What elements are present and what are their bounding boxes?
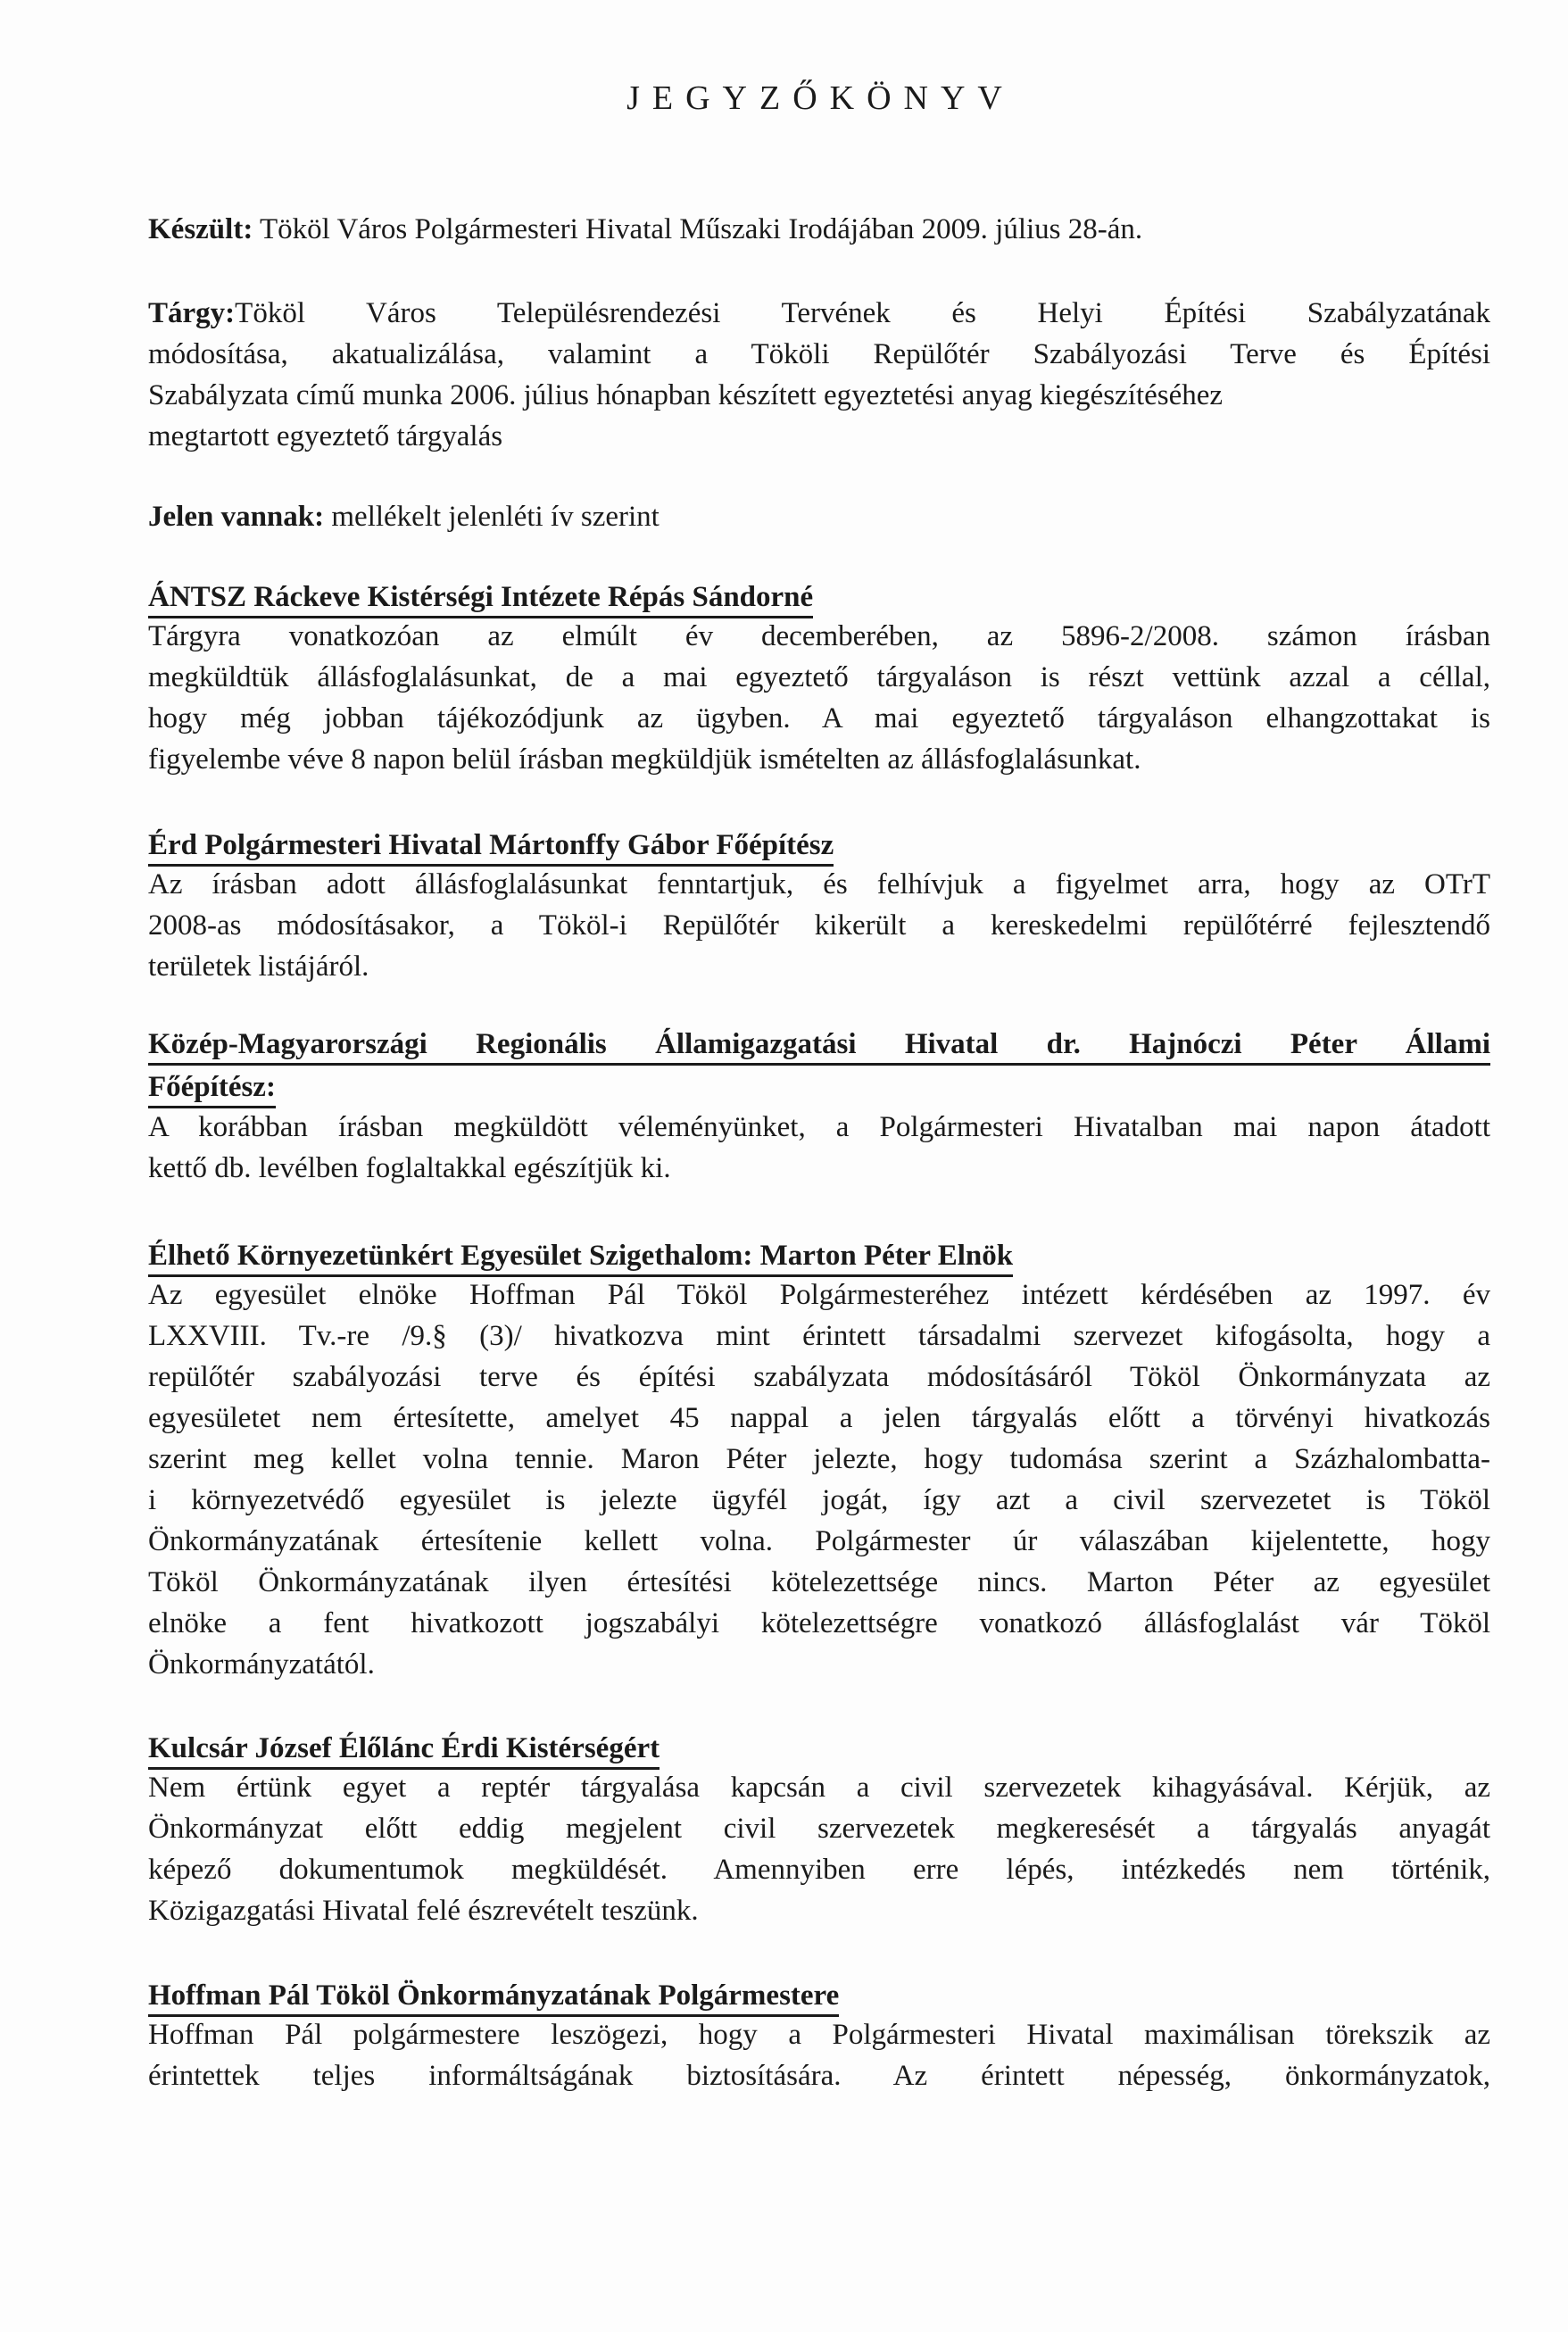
section-line: Önkormányzatától.	[148, 1648, 375, 1681]
section-line: Önkormányzatának értesítenie kellett volna. Polgármester úr válaszában kijelentette, hogy	[148, 1525, 1490, 1557]
section-hoffman-pal	[148, 1975, 1490, 2096]
section-kozep-magyarorszagi	[148, 1027, 1490, 1189]
subject-block	[148, 293, 1490, 457]
section-heading-continued: Főépítész:	[148, 1070, 276, 1108]
subject-line: Szabályzata című munka 2006. július hónapban készített egyeztetési anyag kiegészítéséhez	[148, 379, 1224, 411]
section-line: figyelembe véve 8 napon belül írásban megküldjük ismételten az állásfoglalásunkat.	[148, 743, 1141, 776]
section-line: repülőtér szabályozási terve és építési szabályzata módosításáról Tököl Önkormányzata az	[148, 1361, 1490, 1393]
section-line: megküldtük állásfoglalásunkat, de a mai egyeztető tárgyaláson is részt vettünk azzal a céllal,	[148, 661, 1490, 693]
section-heading: Kulcsár József Élőlánc Érdi Kistérségért	[148, 1731, 660, 1770]
section-elheto-kornyezetunkert	[148, 1235, 1490, 1685]
prepared-text: Tököl Város Polgármesteri Hivatal Műszaki Irodájában 2009. július 28-án.	[253, 213, 1143, 245]
subject-line: megtartott egyeztető tárgyalás	[148, 420, 503, 452]
section-heading: Élhető Környezetünkért Egyesület Szigethalom: Marton Péter Elnök	[148, 1239, 1013, 1277]
subject-label: Tárgy:	[148, 297, 236, 329]
section-line: területek listájáról.	[148, 950, 369, 983]
section-line: 2008-as módosításakor, a Tököl-i Repülőtér kikerült a kereskedelmi repülőtérré fejlesztendő	[148, 909, 1490, 942]
section-line: egyesületet nem értesítette, amelyet 45 nappal a jelen tárgyalás előtt a törvényi hivatkozás	[148, 1402, 1490, 1434]
attendees-label: Jelen vannak:	[148, 501, 325, 533]
section-line: Nem értünk egyet a reptér tárgyalása kapcsán a civil szervezetek kihagyásával. Kérjük, az	[148, 1772, 1490, 1804]
section-line: elnöke a fent hivatkozott jogszabályi kötelezettségre vonatkozó állásfoglalást vár Tököl	[148, 1607, 1490, 1639]
prepared-statement	[148, 209, 1490, 250]
section-line: A korábban írásban megküldött véleményünket, a Polgármesteri Hivatalban mai napon átadott	[148, 1111, 1490, 1143]
section-line: Tököl Önkormányzatának ilyen értesítési kötelezettsége nincs. Marton Péter az egyesület	[148, 1566, 1490, 1598]
section-heading: Közép-Magyarországi Regionális Államigazgatási Hivatal dr. Hajnóczi Péter Állami	[148, 1027, 1490, 1066]
attendees-text: mellékelt jelenléti ív szerint	[324, 501, 660, 533]
subject-text: Tököl Város Településrendezési Tervének és Helyi Építési Szabályzatának	[235, 297, 1490, 329]
section-line: Az egyesület elnöke Hoffman Pál Tököl Polgármesteréhez intézett kérdésében az 1997. év	[148, 1279, 1490, 1311]
document-title: JEGYZŐKÖNYV	[626, 79, 1015, 117]
subject-line	[148, 293, 1490, 334]
section-line: Önkormányzat előtt eddig megjelent civil szervezetek megkeresését a tárgyalás anyagát	[148, 1813, 1490, 1845]
subject-line: módosítása, akatualizálása, valamint a Tököli Repülőtér Szabályozási Terve és Építési	[148, 338, 1490, 370]
attendees-statement	[148, 496, 1490, 537]
section-heading: ÁNTSZ Ráckeve Kistérségi Intézete Répás Sándorné	[148, 580, 813, 618]
section-line: képező dokumentumok megküldését. Amennyiben erre lépés, intézkedés nem történik,	[148, 1854, 1490, 1886]
section-line: hogy még jobban tájékozódjunk az ügyben. A mai egyeztető tárgyaláson elhangzottakat is	[148, 702, 1490, 734]
section-line: Az írásban adott állásfoglalásunkat fenntartjuk, és felhívjuk a figyelmet arra, hogy az OTrT	[148, 868, 1490, 900]
section-line: szerint meg kellet volna tennie. Maron Péter jelezte, hogy tudomása szerint a Százhalombatta-	[148, 1443, 1490, 1475]
section-line: Közigazgatási Hivatal felé észrevételt teszünk.	[148, 1895, 699, 1927]
section-heading: Érd Polgármesteri Hivatal Mártonffy Gábor Főépítész	[148, 828, 834, 867]
section-antsz	[148, 577, 1490, 780]
section-kulcsar-jozsef	[148, 1728, 1490, 1931]
section-line: érintettek teljes informáltságának biztosítására. Az érintett népesség, önkormányzatok,	[148, 2060, 1490, 2092]
section-line: Tárgyra vonatkozóan az elmúlt év decemberében, az 5896-2/2008. számon írásban	[148, 620, 1490, 652]
prepared-label: Készült:	[148, 213, 253, 245]
section-line: kettő db. levélben foglaltakkal egészítjük ki.	[148, 1152, 671, 1184]
section-line: Hoffman Pál polgármestere leszögezi, hogy a Polgármesteri Hivatal maximálisan törekszik az	[148, 2019, 1490, 2051]
section-erd	[148, 825, 1490, 987]
section-heading: Hoffman Pál Tököl Önkormányzatának Polgármestere	[148, 1979, 839, 2017]
section-line: i környezetvédő egyesület is jelezte ügyfél jogát, így azt a civil szervezetet is Tököl	[148, 1484, 1490, 1516]
section-line: LXXVIII. Tv.-re /9.§ (3)/ hivatkozva mint érintett társadalmi szervezet kifogásolta, hogy a	[148, 1320, 1490, 1352]
